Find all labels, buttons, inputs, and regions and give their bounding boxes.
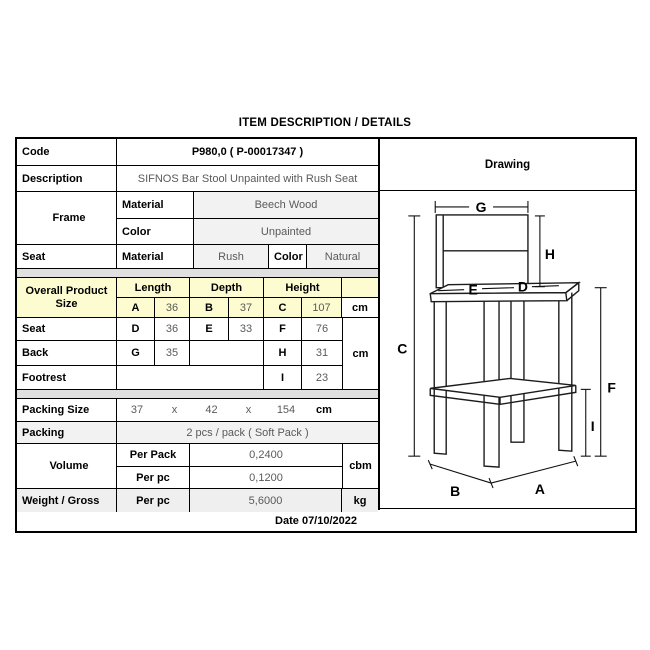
packing-size-row: [17, 399, 378, 422]
page-title: ITEM DESCRIPTION / DETAILS: [238, 117, 412, 129]
per-pack-label: Per Pack: [117, 444, 190, 466]
volume-label: Volume: [17, 444, 117, 488]
dim-label-G: G: [475, 198, 487, 215]
dim-label-I: I: [590, 418, 595, 435]
footrest-top: [430, 378, 576, 397]
weight-label: Weight / Gross: [17, 489, 117, 512]
packing-size-v2: 42: [205, 404, 218, 416]
per-pc-label: Per pc: [117, 467, 190, 488]
dim-key-B: B: [190, 298, 229, 317]
packing-size-v3: 154: [276, 404, 296, 416]
dim-label-F: F: [607, 379, 616, 396]
dim-line-A: [491, 461, 576, 483]
volume-group: [17, 444, 378, 489]
dim-val-A: 36: [155, 298, 190, 317]
date-text: Date 07/10/2022: [275, 514, 357, 527]
dim-line-B: [430, 464, 491, 483]
dim-key-C: C: [264, 298, 302, 317]
packing-size-x2: x: [245, 404, 252, 416]
depth-header: Depth: [190, 278, 264, 297]
packing-size-x1: x: [171, 404, 178, 416]
detail-size-unit: cm: [342, 318, 378, 389]
size-header-row: [117, 278, 378, 298]
frame-material-value: Beech Wood: [194, 192, 378, 218]
dim-key-E: E: [190, 318, 229, 340]
weight-per-pc-value: 5,6000: [190, 489, 342, 512]
dim-val-D: 36: [155, 318, 190, 340]
dim-label-C: C: [397, 340, 408, 357]
seat-label: Seat: [17, 245, 117, 268]
frame-group: [17, 192, 378, 245]
overall-unit: cm: [352, 301, 368, 314]
dim-key-F: F: [264, 318, 302, 340]
drawing-section: [380, 139, 635, 510]
spec-table-left: [17, 139, 380, 510]
dim-key-H: H: [264, 341, 302, 365]
drawing-area: [380, 191, 635, 509]
overall-size-label-line1: Overall Product: [25, 284, 108, 297]
dim-label-A: A: [534, 481, 545, 498]
packing-size-unit: cm: [316, 404, 332, 416]
seat-color-value: Natural: [307, 245, 378, 268]
dim-val-E: 33: [229, 318, 264, 340]
dim-label-D: D: [517, 278, 528, 295]
packing-value: 2 pcs / pack ( Soft Pack ): [117, 422, 378, 443]
seat-color-label: Color: [269, 245, 307, 268]
overall-size-group: [17, 278, 378, 318]
overall-values-row: [117, 298, 378, 317]
detail-size-group: [17, 318, 378, 390]
packing-label: Packing: [17, 422, 117, 443]
packing-size-values: [117, 399, 378, 421]
description-value: SIFNOS Bar Stool Unpainted with Rush Seat: [137, 172, 358, 185]
dim-key-I: I: [264, 366, 302, 389]
seat-material-label: Material: [117, 245, 194, 268]
stool-drawing: [380, 191, 635, 508]
back-size-label: Back: [17, 341, 117, 365]
seat-front: [430, 293, 567, 302]
weight-per-pc-label: Per pc: [117, 489, 190, 512]
dim-val-I: 23: [315, 371, 329, 384]
dim-val-B: 37: [229, 298, 264, 317]
back-size-spacer: [190, 341, 264, 365]
description-row: [17, 166, 378, 192]
seat-material-row: [17, 245, 378, 269]
dim-key-G: G: [117, 341, 155, 365]
seat-size-row: [17, 318, 342, 341]
dim-val-H: 31: [315, 347, 329, 359]
volume-per-pc-row: [117, 467, 342, 488]
dim-label-H: H: [544, 245, 555, 262]
volume-per-pack-row: [117, 444, 342, 467]
frame-color-label: Color: [117, 219, 194, 244]
seat-material-value: Rush: [194, 245, 269, 268]
packing-size-label: Packing Size: [17, 399, 117, 421]
drawing-header: Drawing: [380, 139, 635, 191]
length-header: Length: [117, 278, 190, 297]
code-value: P980,0 ( P-00017347 ): [191, 146, 304, 158]
overall-size-label: [17, 278, 117, 317]
weight-unit: kg: [342, 489, 378, 512]
weight-row: [17, 489, 378, 512]
date-row: [17, 510, 635, 531]
front-left-leg: [434, 299, 446, 455]
frame-label: Frame: [17, 192, 117, 244]
frame-color-row: [117, 219, 378, 244]
dim-label-E: E: [468, 281, 478, 298]
frame-material-row: [117, 192, 378, 219]
footrest-spacer: [117, 366, 264, 389]
footrest-row: [17, 366, 342, 389]
description-label: Description: [17, 166, 117, 191]
dim-val-G: 35: [155, 341, 190, 365]
per-pack-value: 0,2400: [249, 449, 283, 461]
back-size-row: [17, 341, 342, 366]
packing-size-v1: 37: [130, 404, 144, 416]
code-row: [17, 139, 378, 166]
back-right-leg: [559, 293, 572, 452]
dim-label-B: B: [450, 483, 461, 500]
dim-key-A: A: [117, 298, 155, 317]
dim-val-C: 107: [302, 298, 342, 317]
divider-row: [17, 390, 378, 399]
footrest-label: Footrest: [17, 366, 117, 389]
overall-size-label-line2: Size: [55, 297, 78, 310]
back-left-leg: [511, 296, 524, 443]
dim-val-F: 76: [315, 323, 329, 335]
dim-key-D: D: [117, 318, 155, 340]
spec-table: [15, 137, 637, 533]
frame-material-label: Material: [117, 192, 194, 218]
volume-unit: cbm: [342, 444, 378, 488]
divider-row: [17, 269, 378, 278]
size-header-spacer: [342, 278, 378, 297]
packing-row: [17, 422, 378, 444]
frame-color-value: Unpainted: [194, 219, 378, 244]
code-label: Code: [17, 139, 117, 165]
seat-size-label: Seat: [17, 318, 117, 340]
height-header: Height: [264, 278, 342, 297]
per-pc-value: 0,1200: [249, 471, 283, 484]
